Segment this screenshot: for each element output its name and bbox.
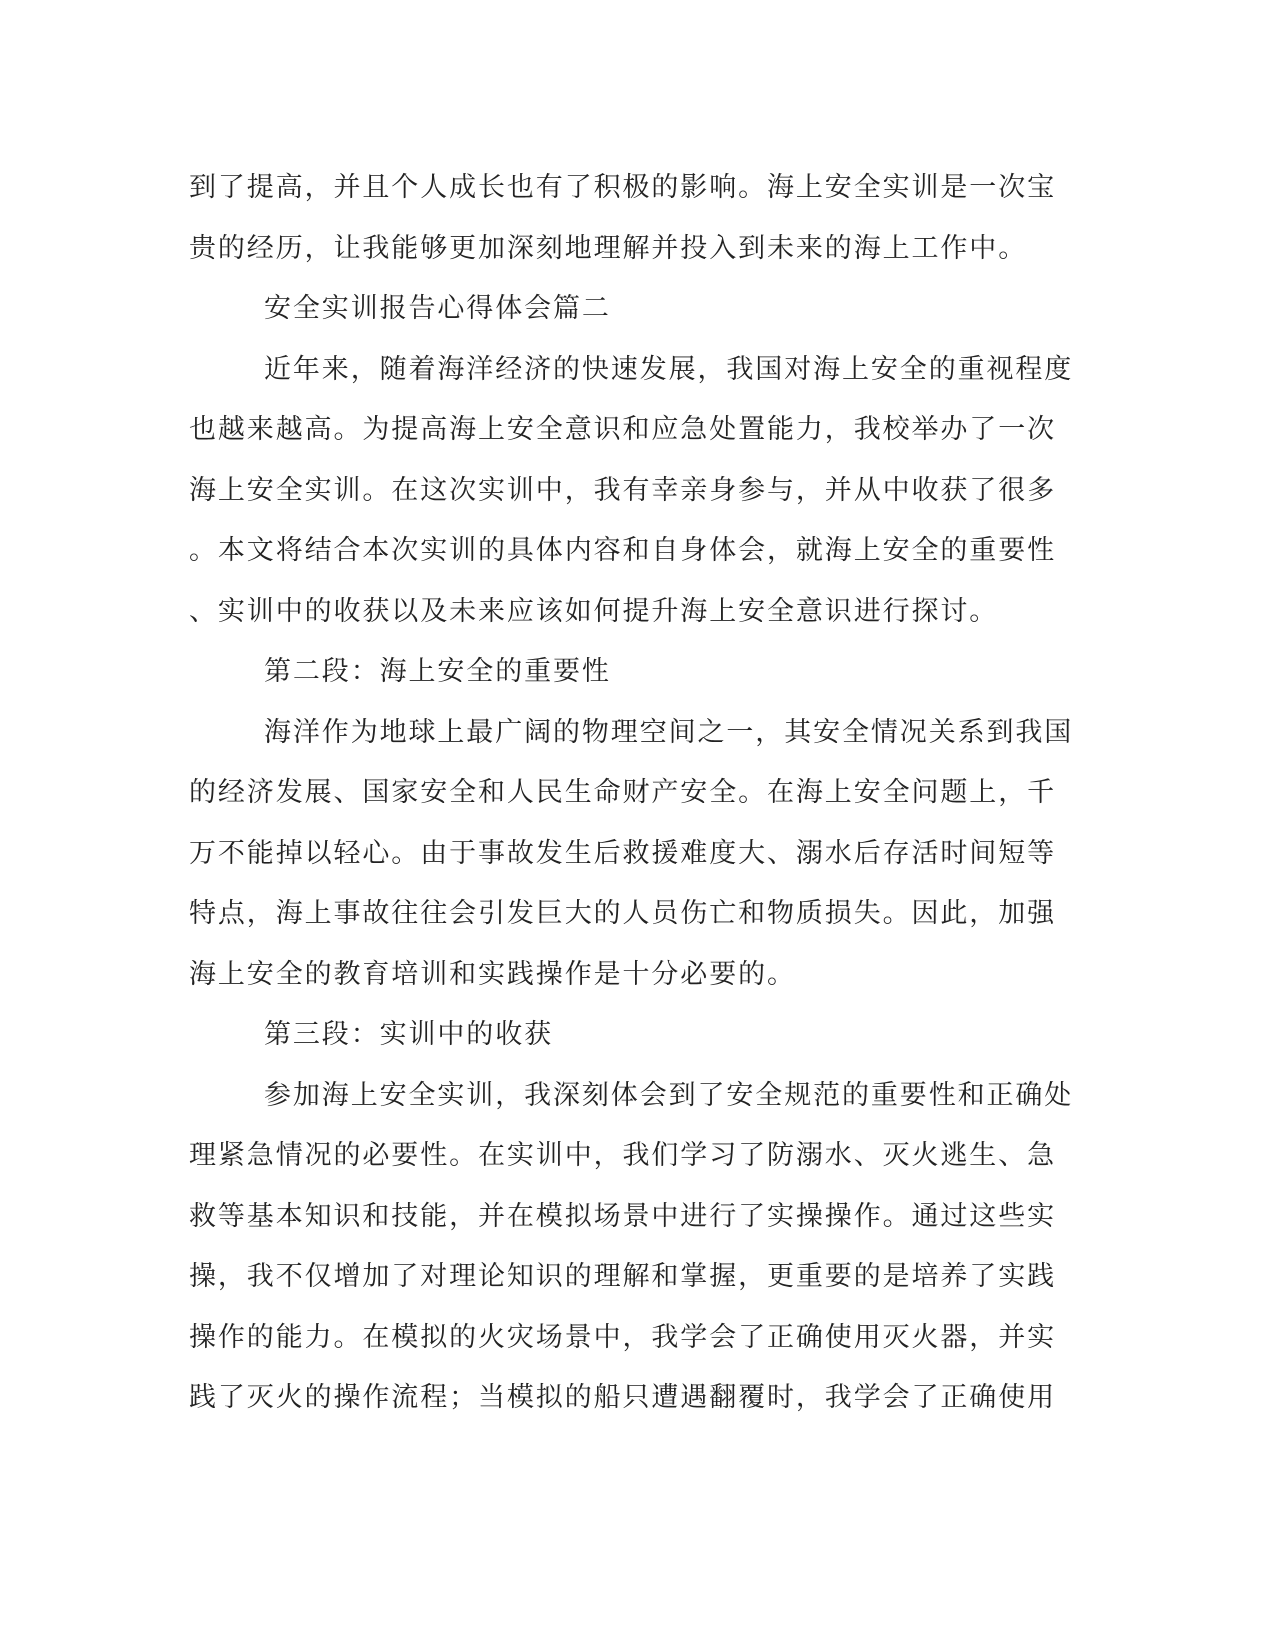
text-line: 贵的经历，让我能够更加深刻地理解并投入到未来的海上工作中。 bbox=[189, 232, 1028, 264]
text-line: 、实训中的收获以及未来应该如何提升海上安全意识进行探讨。 bbox=[189, 595, 999, 627]
text-line: 。本文将结合本次实训的具体内容和自身体会，就海上安全的重要性 bbox=[189, 535, 1056, 566]
text-line: 到了提高，并且个人成长也有了积极的影响。海上安全实训是一次宝 bbox=[189, 172, 1056, 203]
text-line: 救等基本知识和技能，并在模拟场景中进行了实操操作。通过这些实 bbox=[189, 1200, 1056, 1232]
text-line: 特点，海上事故往往会引发巨大的人员伤亡和物质损失。因此，加强 bbox=[189, 898, 1056, 929]
text-line: 海洋作为地球上最广阔的物理空间之一，其安全情况关系到我国 bbox=[264, 716, 1074, 748]
section-heading: 第三段：实训中的收获 bbox=[264, 1019, 553, 1050]
section-heading: 第二段：海上安全的重要性 bbox=[264, 656, 611, 687]
text-line: 理紧急情况的必要性。在实训中，我们学习了防溺水、灭火逃生、急 bbox=[189, 1140, 1056, 1171]
text-line: 操作的能力。在模拟的火灾场景中，我学会了正确使用灭火器，并实 bbox=[189, 1321, 1056, 1353]
text-line: 近年来，随着海洋经济的快速发展，我国对海上安全的重视程度 bbox=[264, 353, 1074, 385]
text-line: 万不能掉以轻心。由于事故发生后救援难度大、溺水后存活时间短等 bbox=[189, 837, 1056, 869]
text-line: 的经济发展、国家安全和人民生命财产安全。在海上安全问题上，千 bbox=[189, 777, 1056, 808]
text-line: 海上安全实训。在这次实训中，我有幸亲身参与，并从中收获了很多 bbox=[189, 474, 1056, 506]
section-heading: 安全实训报告心得体会篇二 bbox=[264, 293, 611, 324]
document-body bbox=[189, 158, 1074, 1429]
text-line: 操，我不仅增加了对理论知识的理解和掌握，更重要的是培养了实践 bbox=[189, 1261, 1056, 1292]
text-line: 海上安全的教育培训和实践操作是十分必要的。 bbox=[189, 958, 796, 990]
text-line: 也越来越高。为提高海上安全意识和应急处置能力，我校举办了一次 bbox=[189, 414, 1056, 445]
text-line: 践了灭火的操作流程；当模拟的船只遭遇翻覆时，我学会了正确使用 bbox=[189, 1382, 1056, 1413]
text-line: 参加海上安全实训，我深刻体会到了安全规范的重要性和正确处 bbox=[264, 1079, 1074, 1111]
